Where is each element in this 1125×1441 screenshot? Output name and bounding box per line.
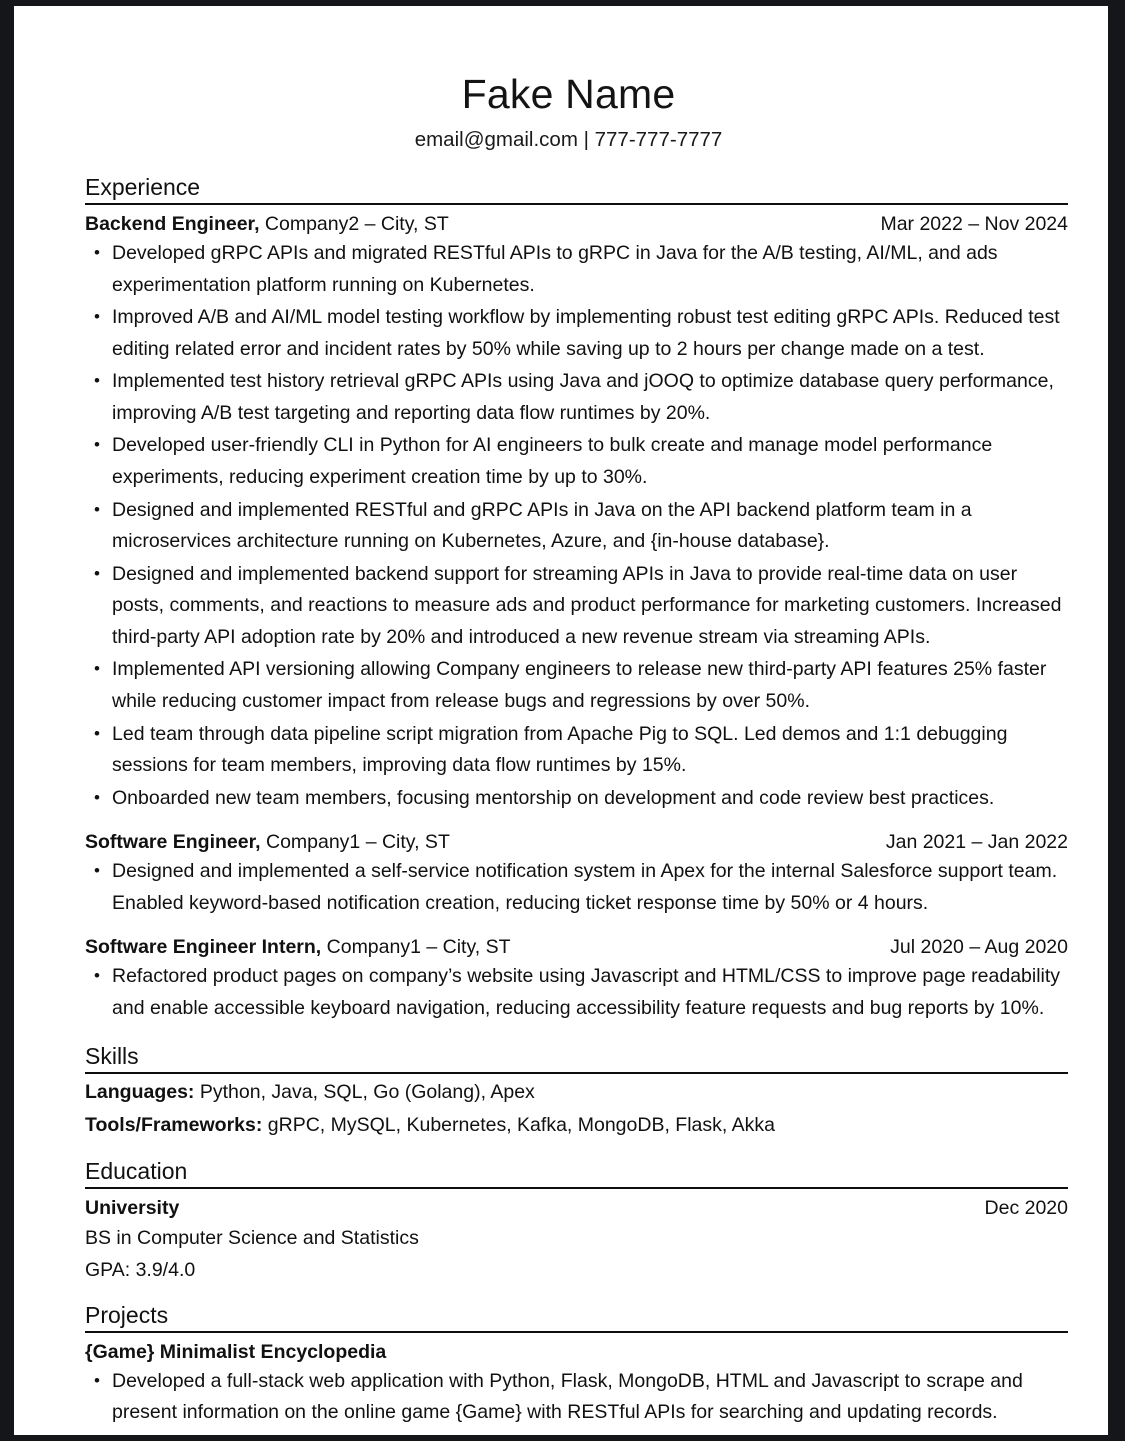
bullet-item: • Developed user-friendly CLI in Python for AI engineers to bulk create and manage model performance experiments, reducing experiment creation time by up to 30%. (85, 430, 1068, 493)
entry-header (85, 935, 1068, 960)
education-gpa: GPA: 3.9/4.0 (85, 1258, 196, 1281)
entry-company: Company1 – City, ST (260, 831, 450, 854)
bullet-item: • Implemented test history retrieval gRPC APIs using Java and jOOQ to optimize database query performance, improving A/B test targeting and reporting data flow runtimes by 20%. (85, 366, 1068, 429)
bullet-item: • Designed and implemented a self-service notification system in Apex for the internal Salesforce support team. Enabled keyword-based notification creation, reducing ticket response time by 50% or 4 hours. (85, 856, 1068, 919)
education-header (85, 1196, 1068, 1221)
entry-date: Mar 2022 – Nov 2024 (880, 212, 1068, 235)
bullet-item: • Refactored product pages on company’s website using Javascript and HTML/CSS to improve page readability and enable accessible keyboard navigation, reducing accessibility feature requests and bug reports by 10%. (85, 961, 1068, 1024)
entry-title-line (85, 935, 511, 960)
section-skills (85, 1043, 1068, 1141)
entry-role: Backend Engineer, (85, 212, 260, 235)
experience-entry (85, 212, 1068, 814)
bullet-item: • Led team through data pipeline script migration from Apache Pig to SQL. Led demos and 1:1 debugging sessions for team members, improving data flow runtimes by 15%. (85, 719, 1068, 782)
education-school-line (85, 1196, 179, 1221)
resume-page (14, 6, 1108, 1435)
bullet-item: • Designed and implemented backend support for streaming APIs in Java to provide real-time data on user posts, comments, and reactions to measure ads and product performance for marketing customers. Increased third-party API adoption rate by 20% and introduced a new revenue stream via streaming APIs. (85, 559, 1068, 654)
skill-value: Python, Java, SQL, Go (Golang), Apex (194, 1080, 535, 1103)
project-entry (85, 1340, 1068, 1429)
entry-title-line (85, 212, 449, 237)
spacer (69, 1284, 1068, 1302)
project-bullets (85, 1366, 1068, 1429)
entry-header (85, 830, 1068, 855)
entry-company: Company1 – City, ST (321, 936, 511, 959)
bullet-item: • Onboarded new team members, focusing mentorship on development and code review best practices. (85, 783, 1068, 815)
section-rule (85, 203, 1068, 205)
section-rule (85, 1072, 1068, 1074)
section-education (85, 1158, 1068, 1284)
bullet-item: • Developed gRPC APIs and migrated RESTful APIs to gRPC in Java for the A/B testing, AI/ML, and ads experimentation platform running on Kubernetes. (85, 238, 1068, 301)
spacer (69, 153, 1068, 174)
bullet-item: • Designed and implemented RESTful and gRPC APIs in Java on the API backend platform team in a microservices architecture running on Kubernetes, Azure, and {in-house database}. (85, 495, 1068, 558)
entry-bullets (85, 238, 1068, 814)
entry-role: Software Engineer, (85, 831, 261, 854)
entry-company: Company2 – City, ST (259, 212, 449, 235)
skill-value: gRPC, MySQL, Kubernetes, Kafka, MongoDB, Flask, Akka (262, 1113, 775, 1136)
spacer (69, 1140, 1068, 1158)
section-title-skills: Skills (85, 1042, 139, 1069)
entry-bullets (85, 961, 1068, 1024)
entry-header (85, 212, 1068, 237)
skill-label: Tools/Frameworks: (85, 1113, 263, 1136)
entry-bullets (85, 856, 1068, 919)
candidate-name: Fake Name (461, 71, 676, 117)
entry-date: Jul 2020 – Aug 2020 (890, 936, 1068, 959)
entry-title-line (85, 830, 450, 855)
experience-entry (85, 830, 1068, 919)
section-projects (85, 1302, 1068, 1429)
bullet-item: • Implemented API versioning allowing Company engineers to release new third-party API features 25% faster while reducing customer impact from release bugs and regressions by over 50%. (85, 654, 1068, 717)
section-title-experience: Experience (85, 173, 201, 200)
education-degree: BS in Computer Science and Statistics (85, 1227, 419, 1250)
section-experience (85, 174, 1068, 1025)
education-date: Dec 2020 (984, 1197, 1068, 1220)
education-school: University (85, 1197, 180, 1220)
section-rule (85, 1331, 1068, 1333)
section-title-education: Education (85, 1158, 188, 1185)
project-name: {Game} Minimalist Encyclopedia (85, 1340, 387, 1363)
skill-label: Languages: (85, 1080, 195, 1103)
project-title-line (85, 1340, 386, 1365)
skill-line-tools (85, 1111, 1068, 1140)
resume-content (69, 6, 1068, 1429)
project-header (85, 1340, 1068, 1365)
bullet-item: • Improved A/B and AI/ML model testing workflow by implementing robust test editing gRPC APIs. Reduced test editing related error and incident rates by 50% while saving up to 2 hours per change made on a test. (85, 302, 1068, 365)
entry-role: Software Engineer Intern, (85, 936, 322, 959)
bullet-item: • Developed a full-stack web application with Python, Flask, MongoDB, HTML and Javascript to scrape and present information on the online game {Game} with RESTful APIs for searching and updating records. (85, 1366, 1068, 1429)
contact-line: email@gmail.com | 777-777-7777 (414, 128, 723, 152)
spacer (69, 1025, 1068, 1043)
skill-line-languages (85, 1078, 1068, 1107)
section-title-projects: Projects (85, 1301, 169, 1328)
section-rule (85, 1187, 1068, 1189)
entry-date: Jan 2021 – Jan 2022 (885, 831, 1068, 854)
experience-entry (85, 935, 1068, 1024)
